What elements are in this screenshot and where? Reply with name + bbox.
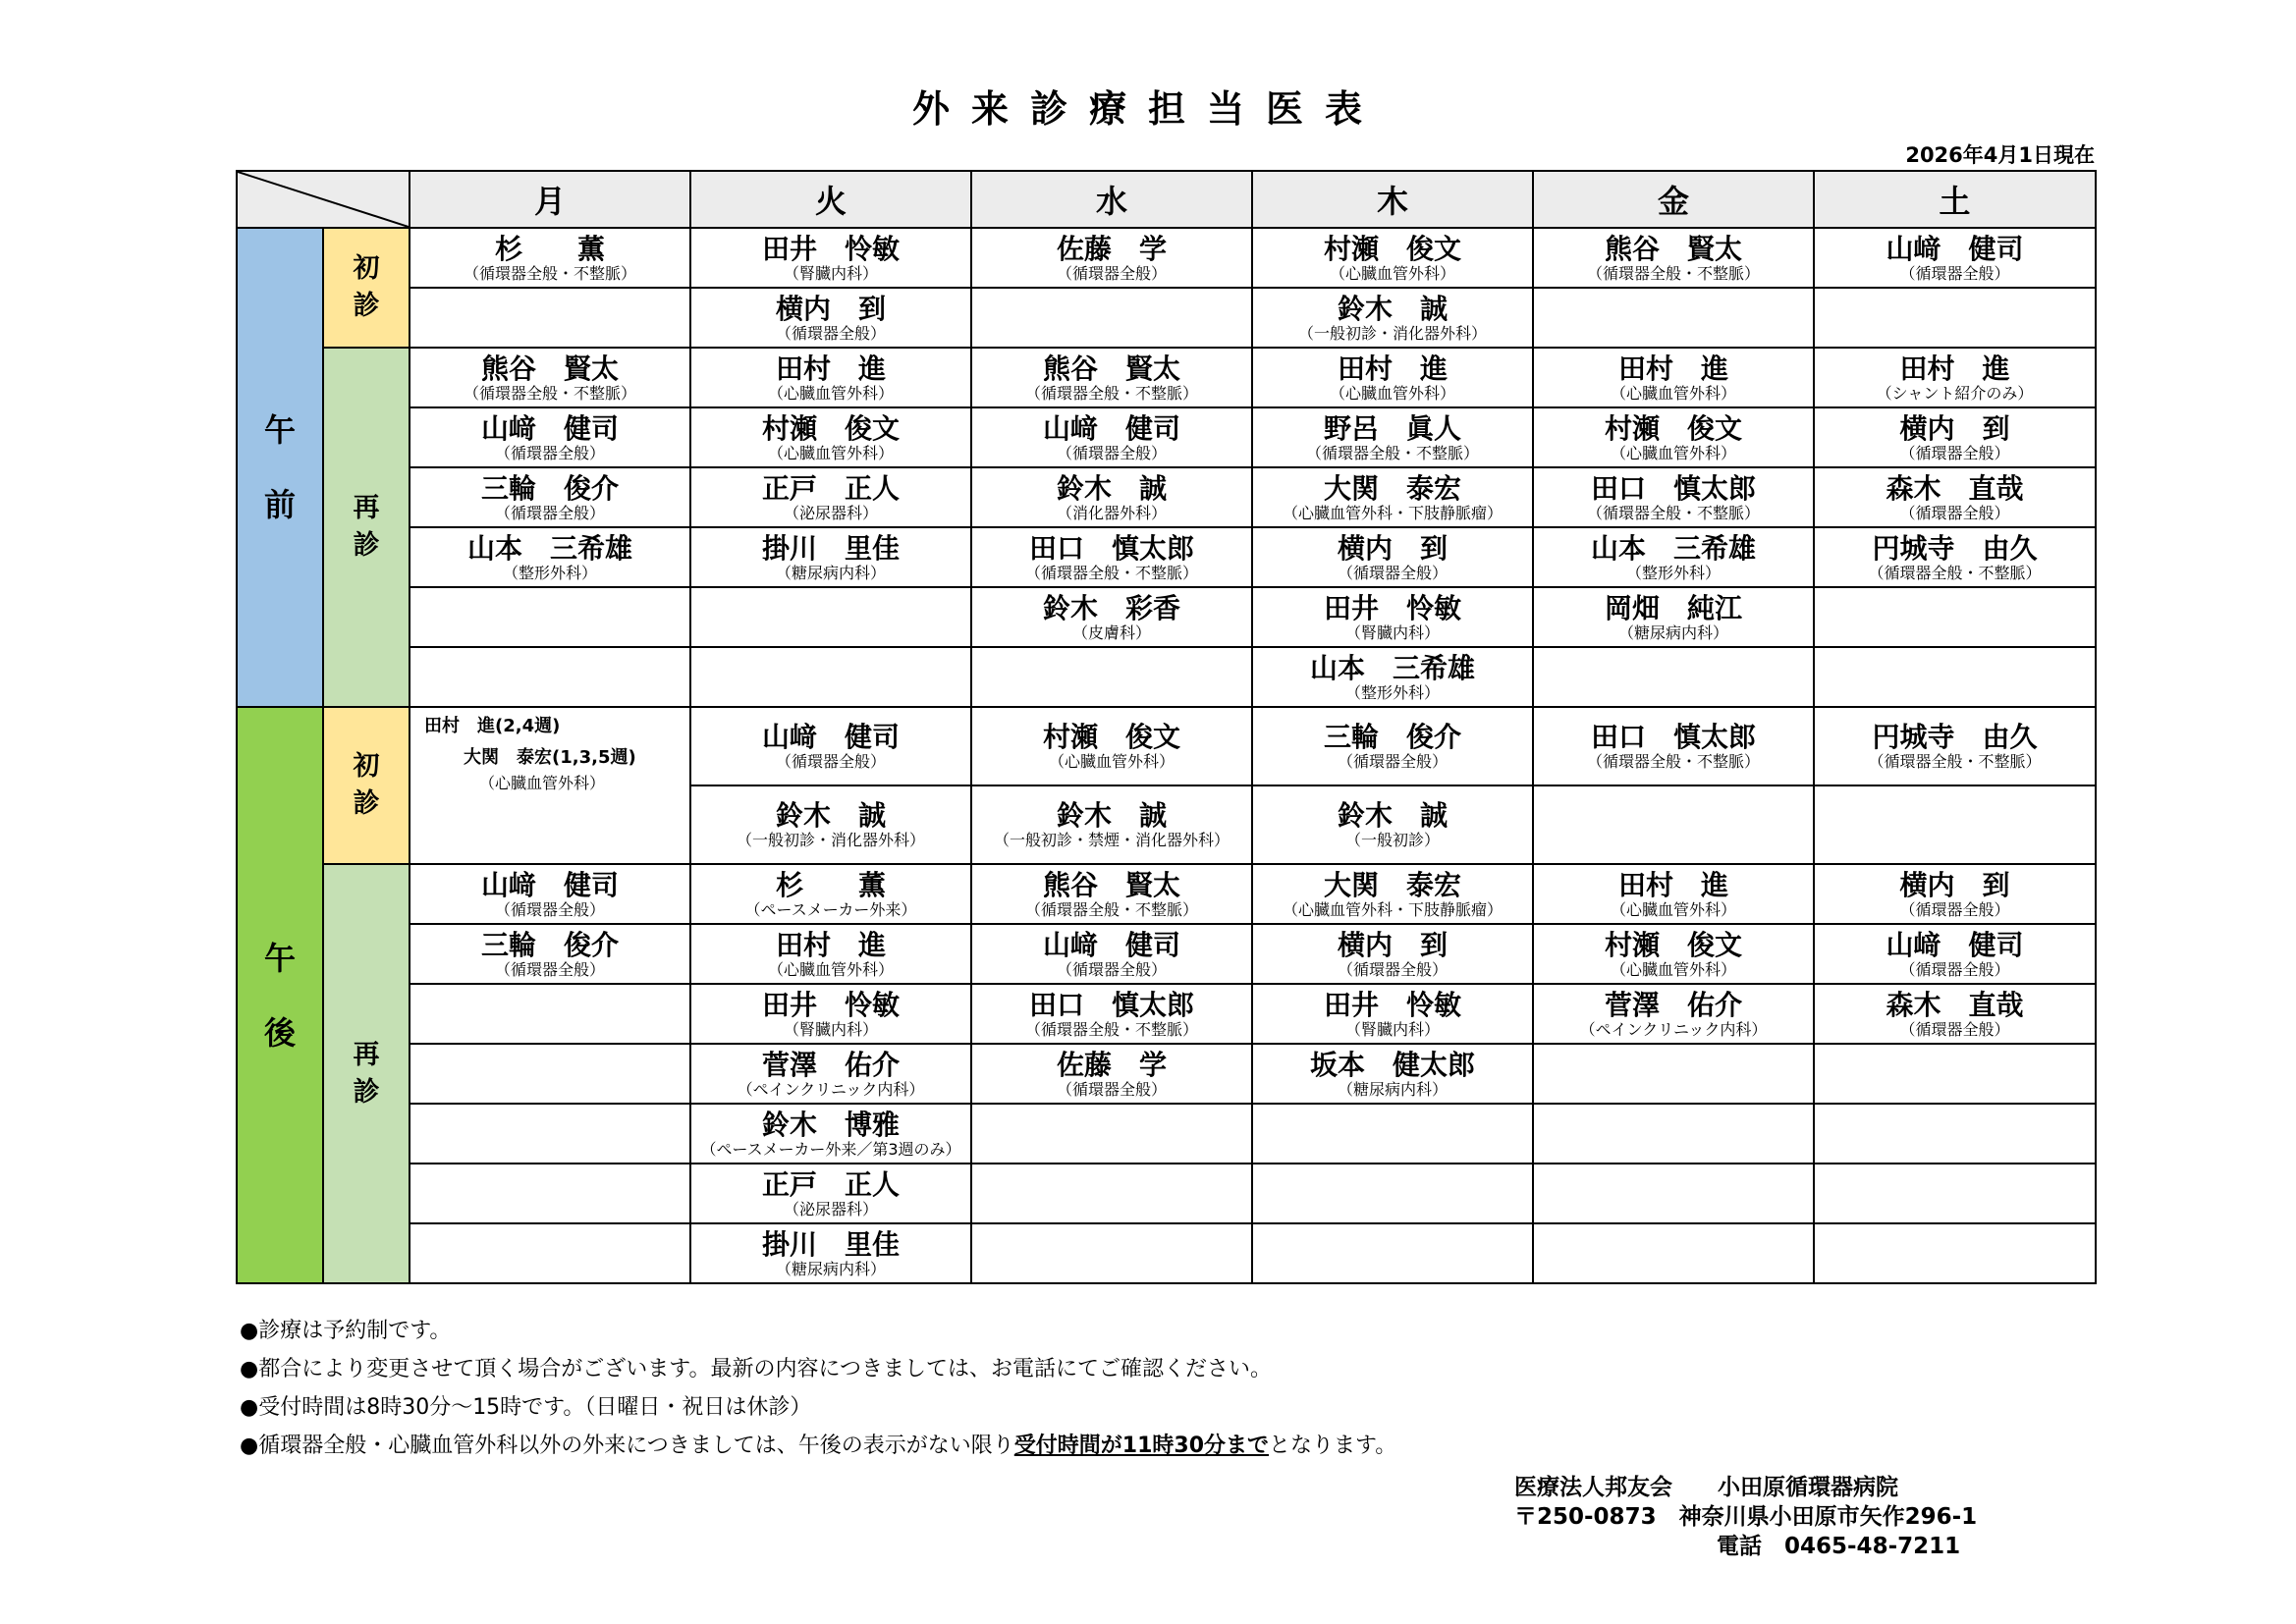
- doctor-name: 森木 直哉: [1886, 988, 2024, 1021]
- note-reception-pre: ●循環器全般・心臓血管外科以外の外来につきましては、午後の表示がない限り: [240, 1434, 1014, 1458]
- doctor-name: 山本 三希雄: [466, 531, 632, 565]
- doctor-name: 杉 薫: [775, 868, 886, 901]
- schedule-cell-thu: [1252, 467, 1533, 527]
- doctor-name-line2: 大関 泰宏(1,3,5週): [464, 747, 636, 768]
- note-reservation: ●診療は予約制です。: [240, 1319, 452, 1343]
- schedule-cell-tue: [690, 407, 971, 467]
- doctor-specialty: （循環器全般）: [1899, 899, 2010, 919]
- doctor-specialty: （循環器全般・不整脈）: [463, 263, 636, 283]
- schedule-cell-thu: [1252, 1104, 1533, 1164]
- schedule-cell-sat: [1814, 647, 2096, 707]
- period-am: [237, 228, 323, 707]
- note-reception-emphasis: 受付時間が11時30分まで: [1013, 1434, 1269, 1458]
- doctor-name: 村瀬 俊文: [1604, 928, 1742, 961]
- doctor-specialty: （循環器全般）: [494, 503, 605, 522]
- schedule-cell-tue: [690, 527, 971, 587]
- row-am-return: [237, 467, 2096, 527]
- doctor-name: 田口 慎太郎: [1028, 988, 1194, 1021]
- day-header-fri: 金: [1533, 171, 1814, 228]
- doctor-specialty: （整形外科）: [1625, 563, 1721, 582]
- schedule-cell-mon: [410, 984, 690, 1044]
- schedule-cell-thu: [1252, 924, 1533, 984]
- doctor-specialty: （循環器全般・不整脈）: [1305, 443, 1479, 462]
- doctor-name: 山﨑 健司: [761, 721, 900, 753]
- doctor-name: 山本 三希雄: [1309, 651, 1475, 684]
- schedule-cell-thu: [1252, 864, 1533, 924]
- schedule-cell-tue: [690, 1164, 971, 1223]
- schedule-cell-tue: [690, 984, 971, 1044]
- doctor-name: 熊谷 賢太: [1042, 352, 1180, 385]
- doctor-name: 岡畑 純江: [1604, 591, 1742, 624]
- kind-am-return: [323, 348, 410, 707]
- corner-cell: [237, 171, 410, 228]
- schedule-cell-wed: [971, 407, 1252, 467]
- schedule-cell-thu: [1252, 1223, 1533, 1283]
- doctor-specialty: （一般初診）: [1344, 831, 1440, 849]
- row-am-first: [237, 228, 2096, 288]
- doctor-name: 熊谷 賢太: [1604, 232, 1742, 265]
- doctor-name: 山﨑 健司: [1886, 928, 2024, 961]
- doctor-name: 鈴木 誠: [1056, 471, 1167, 505]
- schedule-cell-wed: [971, 288, 1252, 348]
- doctor-name: 掛川 里佳: [761, 1227, 900, 1261]
- doctor-specialty: （循環器全般）: [1337, 752, 1448, 771]
- schedule-cell-sat: [1814, 1223, 2096, 1283]
- doctor-name: 円城寺 由久: [1872, 721, 2038, 753]
- row-am-first: [237, 288, 2096, 348]
- doctor-specialty: （整形外科）: [1344, 682, 1440, 702]
- schedule-cell-mon: [410, 348, 690, 407]
- doctor-specialty: （循環器全般）: [1056, 1079, 1167, 1099]
- schedule-cell-sat: [1814, 1104, 2096, 1164]
- schedule-cell-sat: [1814, 864, 2096, 924]
- doctor-specialty: （糖尿病内科）: [1617, 623, 1728, 642]
- schedule-cell-fri: [1533, 228, 1814, 288]
- period-pm: [237, 707, 323, 1283]
- row-am-return: [237, 407, 2096, 467]
- doctor-name: 田口 慎太郎: [1590, 721, 1756, 753]
- schedule-cell-thu: [1252, 707, 1533, 785]
- doctor-specialty: （心臓血管外科）: [1610, 959, 1736, 979]
- schedule-cell-fri: [1533, 348, 1814, 407]
- doctor-name: 円城寺 由久: [1872, 531, 2038, 565]
- schedule-cell-thu: [1252, 984, 1533, 1044]
- doctor-name: 横内 到: [1337, 531, 1448, 565]
- doctor-specialty: （循環器全般・不整脈）: [1868, 752, 2042, 771]
- doctor-specialty: （心臓血管外科）: [1610, 383, 1736, 403]
- doctor-specialty: （ペインクリニック内科）: [737, 1079, 925, 1099]
- doctor-name: 田井 怜敏: [1323, 591, 1461, 624]
- doctor-specialty: （消化器外科）: [1056, 503, 1167, 522]
- schedule-cell-mon: [410, 228, 690, 288]
- note-reception-post: となります。: [1269, 1434, 1397, 1458]
- doctor-specialty: （循環器全般）: [1056, 263, 1167, 283]
- schedule-cell-mon: [410, 864, 690, 924]
- schedule-cell-sat: [1814, 984, 2096, 1044]
- schedule-cell-mon: [410, 924, 690, 984]
- row-pm-return: [237, 924, 2096, 984]
- doctor-specialty: （循環器全般）: [775, 752, 886, 771]
- kind-am-first-label: 初 診: [353, 253, 380, 321]
- doctor-name: 田村 進: [1899, 352, 2010, 385]
- schedule-cell-sat: [1814, 407, 2096, 467]
- row-am-return: [237, 527, 2096, 587]
- doctor-name: 横内 到: [1899, 868, 2010, 901]
- doctor-name: 村瀬 俊文: [1604, 411, 1742, 445]
- schedule-cell-thu: [1252, 1164, 1533, 1223]
- schedule-cell-mon: [410, 1044, 690, 1104]
- schedule-cell-fri: [1533, 1223, 1814, 1283]
- doctor-name: 菅澤 佑介: [1604, 988, 1742, 1021]
- schedule-cell-tue: [690, 587, 971, 647]
- doctor-specialty: （循環器全般）: [1899, 959, 2010, 979]
- schedule-cell-mon: [410, 288, 690, 348]
- doctor-specialty: （循環器全般）: [494, 443, 605, 462]
- doctor-name: 山﨑 健司: [480, 411, 619, 445]
- schedule-cell-mon: [410, 467, 690, 527]
- schedule-cell-sat: [1814, 1164, 2096, 1223]
- kind-pm-return: [323, 864, 410, 1283]
- doctor-specialty: （糖尿病内科）: [1337, 1079, 1448, 1099]
- doctor-name: 鈴木 誠: [1337, 292, 1448, 325]
- doctor-specialty: （循環器全般・不整脈）: [1586, 503, 1760, 522]
- doctor-specialty: （心臓血管外科・下肢静脈瘤）: [1282, 503, 1503, 522]
- doctor-name-line1: 田村 進(2,4週): [424, 716, 561, 736]
- hospital-info: [1514, 1473, 1977, 1561]
- row-pm-return: [237, 1164, 2096, 1223]
- doctor-name: 村瀬 俊文: [1042, 721, 1180, 753]
- schedule-cell-mon: [410, 1223, 690, 1283]
- doctor-name: 鈴木 誠: [1337, 799, 1448, 832]
- schedule-cell-wed: [971, 348, 1252, 407]
- doctor-specialty: （心臓血管外科）: [1329, 383, 1455, 403]
- doctor-specialty: （循環器全般）: [1056, 959, 1167, 979]
- doctor-specialty: （循環器全般）: [494, 899, 605, 919]
- doctor-name: 田井 怜敏: [761, 232, 900, 265]
- doctor-specialty: （一般初診・禁煙・消化器外科）: [993, 831, 1230, 849]
- schedule-cell-wed: [971, 1044, 1252, 1104]
- doctor-name: 鈴木 博雅: [761, 1108, 900, 1141]
- schedule-cell-wed: [971, 984, 1252, 1044]
- row-pm-return: [237, 984, 2096, 1044]
- doctor-specialty: （シャント紹介のみ）: [1876, 383, 2034, 403]
- schedule-cell-tue: [690, 864, 971, 924]
- notes: [240, 1312, 1396, 1465]
- schedule-cell-fri: [1533, 864, 1814, 924]
- schedule-cell-thu: [1252, 785, 1533, 864]
- hospital-corp: 医療法人邦友会: [1514, 1475, 1672, 1500]
- schedule-cell-mon: [410, 587, 690, 647]
- doctor-specialty: （心臓血管外科）: [1048, 752, 1175, 771]
- doctor-specialty: （腎臓内科）: [783, 263, 878, 283]
- doctor-name: 山﨑 健司: [1042, 411, 1180, 445]
- doctor-specialty: （循環器全般）: [1899, 503, 2010, 522]
- doctor-name: 菅澤 佑介: [761, 1048, 900, 1081]
- doctor-specialty: （循環器全般）: [1899, 263, 2010, 283]
- doctor-specialty: （心臓血管外科）: [1329, 263, 1455, 283]
- schedule-cell-wed: [971, 924, 1252, 984]
- schedule-cell-fri: [1533, 1104, 1814, 1164]
- doctor-specialty: （循環器全般）: [1899, 1019, 2010, 1039]
- schedule-cell-mon: [410, 1104, 690, 1164]
- doctor-name: 三輪 俊介: [480, 471, 619, 505]
- kind-pm-return-label: 再 診: [353, 1039, 380, 1108]
- doctor-specialty: （腎臓内科）: [1344, 623, 1440, 642]
- schedule-cell-tue: [690, 288, 971, 348]
- hospital-address: 〒250-0873 神奈川県小田原市矢作296-1: [1514, 1504, 1978, 1530]
- schedule-cell-wed: [971, 467, 1252, 527]
- note-hours: ●受付時間は8時30分～15時です。（日曜日・祝日は休診）: [240, 1395, 812, 1420]
- doctor-specialty: （心臓血管外科）: [767, 443, 894, 462]
- schedule-cell-thu: [1252, 587, 1533, 647]
- schedule-cell-mon: [410, 707, 690, 864]
- doctor-specialty: （循環器全般・不整脈）: [463, 383, 636, 403]
- row-am-return: [237, 587, 2096, 647]
- schedule-cell-thu: [1252, 527, 1533, 587]
- schedule-cell-mon: [410, 527, 690, 587]
- doctor-specialty: （ペースメーカー外来）: [744, 899, 917, 919]
- day-header-wed: 水: [971, 171, 1252, 228]
- schedule-cell-fri: [1533, 288, 1814, 348]
- doctor-name: 田村 進: [775, 928, 886, 961]
- doctor-specialty: （循環器全般・不整脈）: [1024, 1019, 1198, 1039]
- doctor-specialty: （ペインクリニック内科）: [1579, 1019, 1768, 1039]
- schedule-cell-mon: [410, 647, 690, 707]
- doctor-specialty: （腎臓内科）: [783, 1019, 878, 1039]
- doctor-name: 大関 泰宏: [1323, 471, 1461, 505]
- doctor-name: 横内 到: [775, 292, 886, 325]
- doctor-name: 田村 進: [775, 352, 886, 385]
- schedule-cell-thu: [1252, 348, 1533, 407]
- doctor-specialty: （循環器全般・不整脈）: [1024, 563, 1198, 582]
- doctor-name: 佐藤 学: [1056, 232, 1167, 265]
- diagonal-line: [238, 172, 409, 227]
- doctor-name: 鈴木 誠: [1056, 799, 1167, 832]
- doctor-name: 横内 到: [1899, 411, 2010, 445]
- schedule-cell-sat: [1814, 348, 2096, 407]
- schedule-cell-sat: [1814, 924, 2096, 984]
- schedule-cell-wed: [971, 1104, 1252, 1164]
- doctor-name: 山本 三希雄: [1590, 531, 1756, 565]
- kind-pm-first: [323, 707, 410, 864]
- doctor-name: 正戸 正人: [761, 1167, 900, 1201]
- schedule-cell-sat: [1814, 785, 2096, 864]
- doctor-name: 田村 進: [1337, 352, 1448, 385]
- schedule-cell-fri: [1533, 407, 1814, 467]
- day-header-thu: 木: [1252, 171, 1533, 228]
- schedule-cell-wed: [971, 228, 1252, 288]
- doctor-name: 掛川 里佳: [761, 531, 900, 565]
- schedule-cell-fri: [1533, 924, 1814, 984]
- doctor-specialty: （循環器全般）: [494, 959, 605, 979]
- doctor-specialty: （循環器全般）: [1899, 443, 2010, 462]
- hospital-name-line: [1514, 1473, 1977, 1502]
- schedule-cell-wed: [971, 527, 1252, 587]
- as-of-date: 2026年4月1日現在: [1905, 143, 2095, 167]
- schedule-cell-thu: [1252, 288, 1533, 348]
- schedule-cell-tue: [690, 348, 971, 407]
- schedule-cell-wed: [971, 647, 1252, 707]
- schedule-cell-sat: [1814, 707, 2096, 785]
- doctor-name: 熊谷 賢太: [1042, 868, 1180, 901]
- schedule-cell-mon: [410, 1164, 690, 1223]
- schedule-cell-wed: [971, 1223, 1252, 1283]
- schedule-cell-tue: [690, 1104, 971, 1164]
- schedule-cell-sat: [1814, 467, 2096, 527]
- schedule-cell-fri: [1533, 984, 1814, 1044]
- doctor-specialty: （腎臓内科）: [1344, 1019, 1440, 1039]
- schedule-cell-wed: [971, 707, 1252, 785]
- schedule-cell-fri: [1533, 527, 1814, 587]
- schedule-cell-tue: [690, 228, 971, 288]
- row-am-return: [237, 348, 2096, 407]
- doctor-name: 熊谷 賢太: [480, 352, 619, 385]
- doctor-name: 鈴木 彩香: [1042, 591, 1180, 624]
- doctor-name: 三輪 俊介: [1323, 721, 1461, 753]
- schedule-cell-thu: [1252, 228, 1533, 288]
- schedule-cell-fri: [1533, 707, 1814, 785]
- doctor-name: 村瀬 俊文: [1323, 232, 1461, 265]
- doctor-name: 横内 到: [1337, 928, 1448, 961]
- doctor-specialty: （ペースメーカー外来／第3週のみ）: [700, 1139, 961, 1159]
- schedule-cell-tue: [690, 785, 971, 864]
- doctor-name: 鈴木 誠: [775, 799, 886, 832]
- schedule-cell-tue: [690, 467, 971, 527]
- schedule-cell-fri: [1533, 1044, 1814, 1104]
- doctor-name: 坂本 健太郎: [1309, 1048, 1475, 1081]
- schedule-cell-wed: [971, 785, 1252, 864]
- doctor-specialty: （泌尿器科）: [783, 1199, 878, 1218]
- doctor-specialty: （循環器全般・不整脈）: [1586, 752, 1760, 771]
- doctor-name: 田井 怜敏: [761, 988, 900, 1021]
- doctor-name: 森木 直哉: [1886, 471, 2024, 505]
- doctor-name: 田口 慎太郎: [1028, 531, 1194, 565]
- row-pm-return: [237, 1223, 2096, 1283]
- schedule-cell-fri: [1533, 647, 1814, 707]
- day-header-sat: 土: [1814, 171, 2096, 228]
- doctor-specialty: （循環器全般）: [1056, 443, 1167, 462]
- day-header-tue: 火: [690, 171, 971, 228]
- period-pm-label: 午 後: [263, 939, 296, 1052]
- doctor-specialty: （循環器全般）: [775, 323, 886, 343]
- schedule-cell-wed: [971, 587, 1252, 647]
- schedule-cell-fri: [1533, 785, 1814, 864]
- schedule-cell-sat: [1814, 288, 2096, 348]
- row-pm-first: [237, 707, 2096, 785]
- schedule-cell-sat: [1814, 1044, 2096, 1104]
- schedule-cell-thu: [1252, 647, 1533, 707]
- schedule-cell-sat: [1814, 228, 2096, 288]
- day-header-row: [237, 171, 2096, 228]
- doctor-name: 大関 泰宏: [1323, 868, 1461, 901]
- row-pm-return: [237, 1044, 2096, 1104]
- doctor-specialty: （皮膚科）: [1071, 623, 1151, 642]
- doctor-specialty: （心臓血管外科）: [1610, 899, 1736, 919]
- doctor-name: 山﨑 健司: [1042, 928, 1180, 961]
- doctor-name: 村瀬 俊文: [761, 411, 900, 445]
- row-pm-return: [237, 864, 2096, 924]
- doctor-specialty: （循環器全般）: [1337, 959, 1448, 979]
- day-header-mon: 月: [410, 171, 690, 228]
- doctor-name: 野呂 眞人: [1323, 411, 1461, 445]
- hospital-name: 小田原循環器病院: [1718, 1475, 1898, 1500]
- row-pm-return: [237, 1104, 2096, 1164]
- doctor-specialty: （心臓血管外科）: [1610, 443, 1736, 462]
- doctor-specialty: （心臓血管外科・下肢静脈瘤）: [1282, 899, 1503, 919]
- doctor-specialty: （循環器全般・不整脈）: [1586, 263, 1760, 283]
- doctor-specialty: （循環器全般）: [1337, 563, 1448, 582]
- schedule-body: [237, 228, 2096, 1283]
- period-am-label: 午 前: [263, 411, 296, 523]
- note-change: ●都合により変更させて頂く場合がございます。最新の内容につきましては、お電話にてご確認ください。: [240, 1357, 1272, 1381]
- schedule-cell-mon: [410, 407, 690, 467]
- doctor-specialty: （泌尿器科）: [783, 503, 878, 522]
- schedule-cell-sat: [1814, 527, 2096, 587]
- doctor-specialty: （心臓血管外科）: [479, 774, 606, 792]
- row-am-return: [237, 647, 2096, 707]
- schedule-cell-thu: [1252, 1044, 1533, 1104]
- schedule-cell-sat: [1814, 587, 2096, 647]
- doctor-name: 杉 薫: [494, 232, 605, 265]
- doctor-specialty: （整形外科）: [502, 563, 597, 582]
- schedule-cell-thu: [1252, 407, 1533, 467]
- doctor-specialty: （循環器全般・不整脈）: [1868, 563, 2042, 582]
- kind-am-first: [323, 228, 410, 348]
- kind-am-return-label: 再 診: [353, 493, 380, 561]
- note-reception: [240, 1427, 1396, 1465]
- doctor-specialty: （一般初診・消化器外科）: [1297, 323, 1487, 343]
- page-title: 外来診療担当医表: [911, 87, 1384, 131]
- schedule-cell-tue: [690, 924, 971, 984]
- schedule-cell-tue: [690, 1044, 971, 1104]
- doctor-name: 田村 進: [1617, 352, 1728, 385]
- doctor-name: 田井 怜敏: [1323, 988, 1461, 1021]
- doctor-name: 佐藤 学: [1056, 1048, 1167, 1081]
- doctor-specialty: （糖尿病内科）: [775, 563, 886, 582]
- schedule-table: [236, 170, 2097, 1284]
- schedule-cell-fri: [1533, 467, 1814, 527]
- doctor-specialty: （心臓血管外科）: [767, 383, 894, 403]
- schedule-cell-fri: [1533, 1164, 1814, 1223]
- doctor-specialty: （循環器全般・不整脈）: [1024, 383, 1198, 403]
- kind-pm-first-label: 初 診: [353, 751, 380, 819]
- schedule-cell-tue: [690, 707, 971, 785]
- schedule-cell-wed: [971, 1164, 1252, 1223]
- doctor-name: 田村 進: [1617, 868, 1728, 901]
- doctor-specialty: （一般初診・消化器外科）: [736, 831, 925, 849]
- doctor-name: 山﨑 健司: [1886, 232, 2024, 265]
- schedule-cell-tue: [690, 1223, 971, 1283]
- schedule-cell-wed: [971, 864, 1252, 924]
- schedule-cell-tue: [690, 647, 971, 707]
- doctor-name: 山﨑 健司: [480, 868, 619, 901]
- doctor-specialty: （糖尿病内科）: [775, 1259, 886, 1278]
- doctor-name: 田口 慎太郎: [1590, 471, 1756, 505]
- schedule-cell-fri: [1533, 587, 1814, 647]
- doctor-name: 正戸 正人: [761, 471, 900, 505]
- doctor-name: 三輪 俊介: [480, 928, 619, 961]
- doctor-specialty: （循環器全般・不整脈）: [1024, 899, 1198, 919]
- doctor-specialty: （心臓血管外科）: [767, 959, 894, 979]
- hospital-phone: 電話 0465-48-7211: [1717, 1534, 1961, 1559]
